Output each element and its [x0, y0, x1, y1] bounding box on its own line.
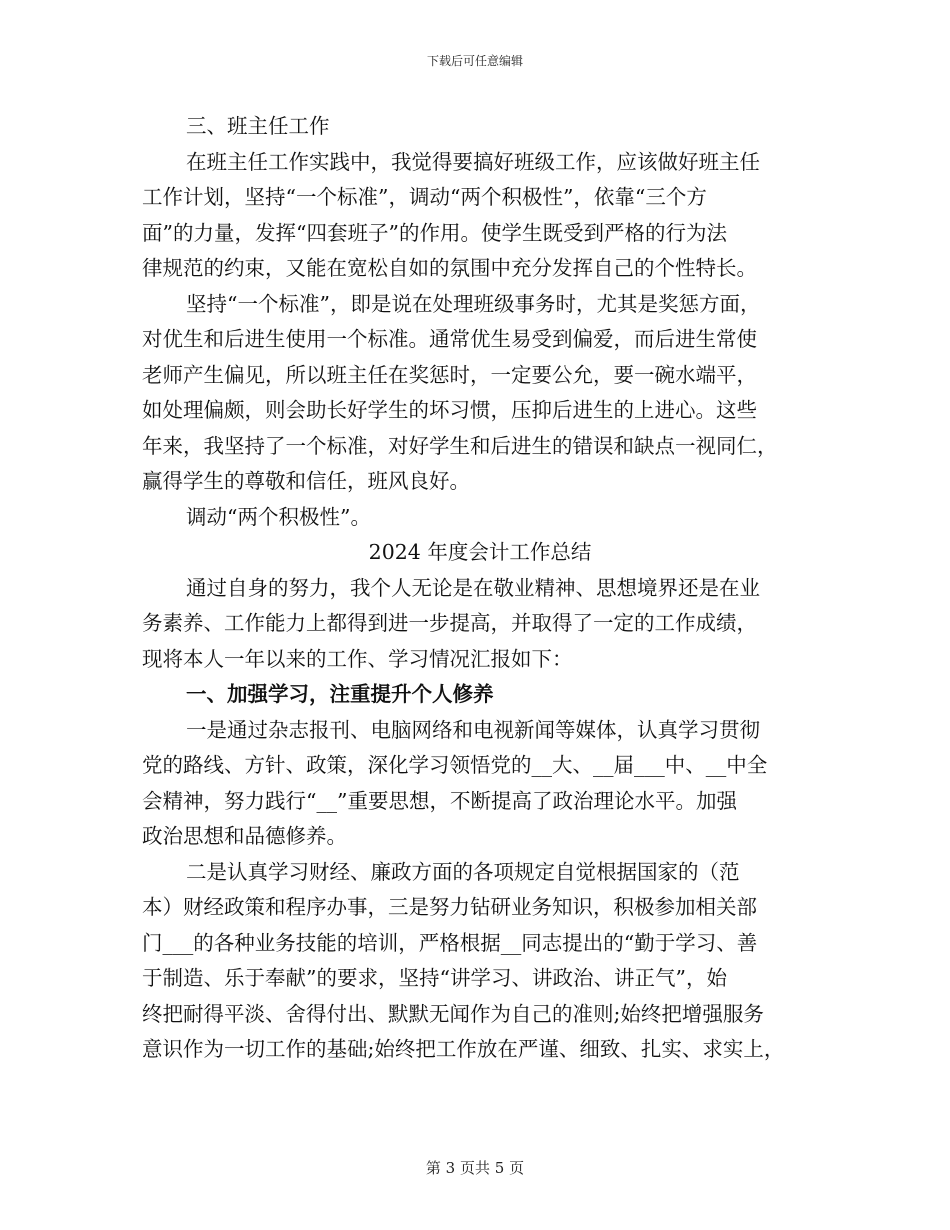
page-header: 下载后可任意编辑: [426, 54, 523, 68]
text-line: 现将本人一年以来的工作、学习情况汇报如下：: [142, 646, 573, 671]
text-line: 年来，我坚持了一个标准，对好学生和后进生的错误和缺点一视同仁，: [142, 433, 778, 458]
text-line: 本）财经政策和程序办事，三是努力钻研业务知识，积极参加相关部: [142, 895, 757, 919]
text-line: 工作计划，坚持“一个标准”，调动“两个积极性”，依靠“三个方: [142, 185, 707, 209]
text-line: 三、班主任工作: [186, 114, 330, 138]
text-line: 面”的力量，发挥“四套班子”的作用。使学生既受到严格的行为法: [142, 220, 727, 245]
page-footer: 第 3 页共 5 页: [425, 1159, 525, 1177]
text-line: 坚持“一个标准”，即是说在处理班级事务时，尤其是奖惩方面，: [186, 291, 761, 316]
text-line: 终把耐得平淡、舍得付出、默默无闻作为自己的准则;始终把增强服务: [142, 1001, 764, 1026]
text-line: 通过自身的努力，我个人无论是在敬业精神、思想境界还是在业: [186, 575, 760, 600]
text-line: 会精神，努力践行“__”重要思想，不断提高了政治理论水平。加强: [142, 788, 737, 813]
text-line: 门___的各种业务技能的培训，严格根据__同志提出的“勤于学习、善: [142, 930, 758, 955]
text-line: 老师产生偏见，所以班主任在奖惩时，一定要公允，要一碗水端平，: [142, 362, 757, 387]
document-body: [142, 109, 818, 1068]
text-line: 党的路线、方针、政策，深化学习领悟党的__大、__届___中、__中全: [142, 753, 768, 777]
text-line: 在班主任工作实践中，我觉得要搞好班级工作，应该做好班主任: [186, 149, 760, 174]
text-line: 意识作为一切工作的基础;始终把工作放在严谨、细致、扎实、求实上，: [142, 1037, 785, 1061]
text-line: 赢得学生的尊敬和信任，班风良好。: [142, 469, 470, 493]
text-line: 律规范的约束，又能在宽松自如的氛围中充分发挥自己的个性特长。: [142, 256, 757, 280]
text-line: 调动“两个积极性”。: [186, 504, 371, 529]
text-line: 政治思想和品德修养。: [142, 824, 347, 848]
text-line: 二是认真学习财经、廉政方面的各项规定自觉根据国家的（范: [186, 859, 740, 884]
section-heading: 一、加强学习，注重提升个人修养: [186, 682, 494, 706]
section-title: 2024 年度会计工作总结: [368, 540, 592, 564]
text-line: 对优生和后进生使用一个标准。通常优生易受到偏爱，而后进生常使: [142, 327, 757, 351]
text-line: 如处理偏颇，则会助长好学生的坏习惯，压抑后进生的上进心。这些: [142, 398, 757, 422]
text-line: 务素养、工作能力上都得到进一步提高，并取得了一定的工作成绩，: [142, 611, 757, 635]
text-line: 一是通过杂志报刊、电脑网络和电视新闻等媒体，认真学习贯彻: [186, 717, 760, 742]
text-line: 于制造、乐于奉献”的要求，坚持“讲学习、讲政治、讲正气”，始: [142, 966, 727, 990]
